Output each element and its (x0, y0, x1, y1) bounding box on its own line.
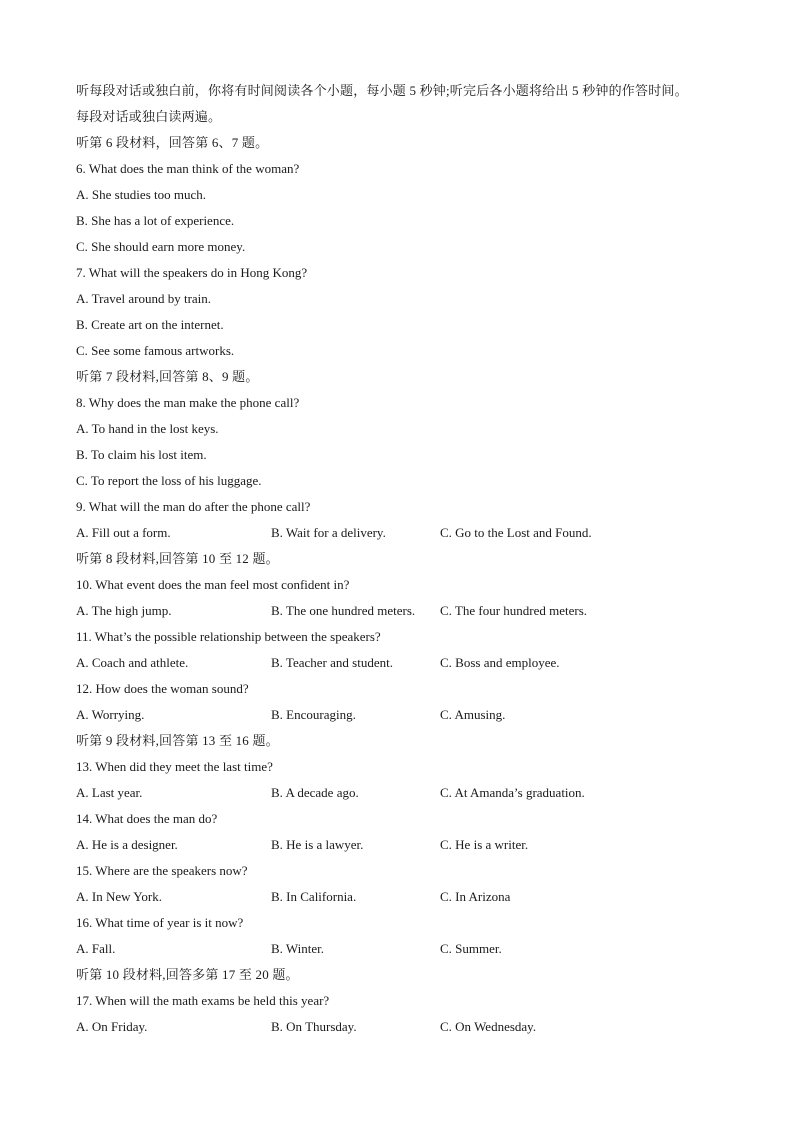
answer-options-row (76, 780, 766, 806)
answer-option: A. Coach and athlete. (76, 655, 189, 670)
answer-option: B. He is a lawyer. (271, 837, 364, 852)
section-header: 听第 6 段材料，回答第 6、7 题。 (76, 135, 269, 150)
answer-options-row (76, 702, 766, 728)
instruction-line-1: 听每段对话或独白前，你将有时间阅读各个小题，每小题 5 秒钟;听完后各小题将给出 5 秒钟的作答时间。 (76, 83, 688, 98)
question-sections (76, 130, 766, 1040)
section-header: 听第 8 段材料,回答第 10 至 12 题。 (76, 551, 279, 566)
question-stem: 7. What will the speakers do in Hong Kong? (76, 265, 308, 280)
answer-option: C. Summer. (440, 941, 502, 956)
answer-option: B. Create art on the internet. (76, 317, 224, 332)
answer-option: A. In New York. (76, 889, 162, 904)
question-stem: 10. What event does the man feel most confident in? (76, 577, 350, 592)
question-stem: 13. When did they meet the last time? (76, 759, 273, 774)
answer-option: A. Fill out a form. (76, 525, 171, 540)
answer-option: A. Travel around by train. (76, 291, 212, 306)
answer-option: A. Last year. (76, 785, 143, 800)
question-stem: 9. What will the man do after the phone call? (76, 499, 311, 514)
answer-option: B. Wait for a delivery. (271, 525, 386, 540)
section-header: 听第 9 段材料,回答第 13 至 16 题。 (76, 733, 279, 748)
answer-options-row (76, 884, 766, 910)
instruction-line-2: 每段对话或独白读两遍。 (76, 109, 222, 124)
answer-option: A. The high jump. (76, 603, 172, 618)
question-stem: 8. Why does the man make the phone call? (76, 395, 300, 410)
question-stem: 12. How does the woman sound? (76, 681, 249, 696)
section-header: 听第 10 段材料,回答多第 17 至 20 题。 (76, 967, 299, 982)
answer-option: C. The four hundred meters. (440, 603, 588, 618)
answer-option: A. She studies too much. (76, 187, 206, 202)
answer-option: A. He is a designer. (76, 837, 178, 852)
answer-option: B. On Thursday. (271, 1019, 357, 1034)
answer-option: C. In Arizona (440, 889, 511, 904)
answer-options-row (76, 520, 766, 546)
question-stem: 15. Where are the speakers now? (76, 863, 248, 878)
answer-option: B. Encouraging. (271, 707, 356, 722)
answer-option: A. Fall. (76, 941, 116, 956)
answer-options-row (76, 936, 766, 962)
answer-option: C. Go to the Lost and Found. (440, 525, 592, 540)
question-stem: 16. What time of year is it now? (76, 915, 244, 930)
answer-option: A. On Friday. (76, 1019, 148, 1034)
answer-option: B. A decade ago. (271, 785, 359, 800)
answer-option: C. He is a writer. (440, 837, 529, 852)
answer-option: C. To report the loss of his luggage. (76, 473, 262, 488)
question-stem: 14. What does the man do? (76, 811, 218, 826)
answer-options-row (76, 650, 766, 676)
answer-option: B. She has a lot of experience. (76, 213, 235, 228)
document-page (76, 78, 766, 1040)
question-stem: 17. When will the math exams be held this year? (76, 993, 330, 1008)
answer-options-row (76, 1014, 766, 1040)
answer-option: A. Worrying. (76, 707, 145, 722)
answer-option: C. Amusing. (440, 707, 506, 722)
answer-option: B. In California. (271, 889, 357, 904)
answer-option: A. To hand in the lost keys. (76, 421, 219, 436)
answer-option: C. See some famous artworks. (76, 343, 235, 358)
answer-option: C. At Amanda’s graduation. (440, 785, 585, 800)
answer-option: B. Winter. (271, 941, 325, 956)
answer-options-row (76, 598, 766, 624)
section-header: 听第 7 段材料,回答第 8、9 题。 (76, 369, 259, 384)
question-stem: 11. What’s the possible relationship between the speakers? (76, 629, 381, 644)
question-stem: 6. What does the man think of the woman? (76, 161, 300, 176)
answer-option: B. To claim his lost item. (76, 447, 207, 462)
answer-option: C. She should earn more money. (76, 239, 246, 254)
answer-option: B. Teacher and student. (271, 655, 393, 670)
answer-options-row (76, 832, 766, 858)
answer-option: C. On Wednesday. (440, 1019, 537, 1034)
answer-option: B. The one hundred meters. (271, 603, 416, 618)
answer-option: C. Boss and employee. (440, 655, 560, 670)
